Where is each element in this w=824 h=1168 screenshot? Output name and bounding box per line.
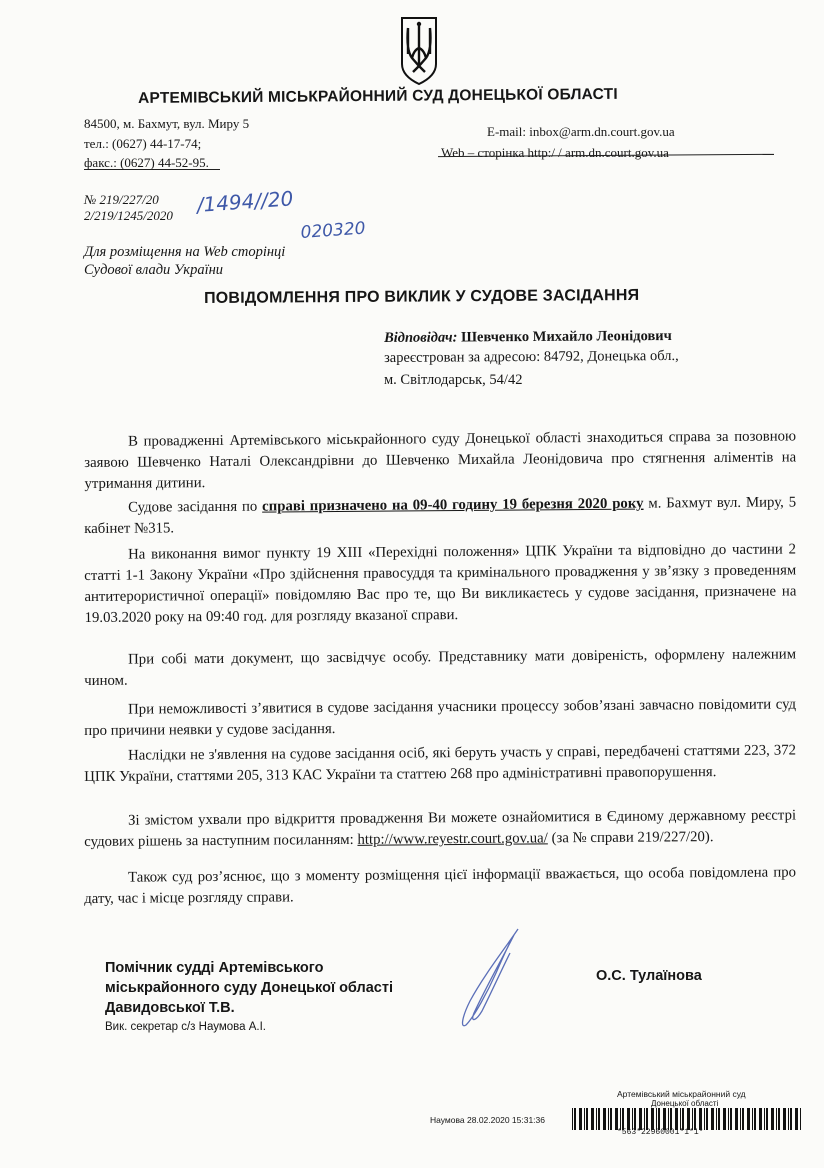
barcode-bar: [579, 1108, 582, 1130]
barcode-bar: [759, 1108, 762, 1130]
stamp-court-region: Донецької області: [651, 1099, 719, 1108]
fax-underline: [84, 169, 220, 170]
paragraph-legal-basis-text: На виконання вимог пункту 19 XIII «Перехідні положення» ЦПК України та відповідно до частини 2 статті 1-1 Закону України «Про здійснення правосуддя та кримінального провадження у зв’язку з проведенням антитерористичної операції» повідомляю Вас про те, що Ви викликаєтесь у судове засідання, призначене на 19.03.2020 року на 09:40 год. для розгляду вказаної справи.: [84, 541, 797, 626]
signer-position-line2: міськрайонного суду Донецької області: [105, 980, 393, 996]
respondent-name: Шевченко Михайло Леонідович: [461, 327, 672, 346]
barcode-bar: [651, 1108, 654, 1130]
signer-position-line3: Давидовської Т.В.: [105, 1000, 235, 1016]
paragraph-consequences: [84, 740, 796, 788]
barcode-bar: [584, 1108, 585, 1130]
barcode-bar: [704, 1108, 705, 1130]
barcode-bar: [574, 1108, 576, 1130]
barcode-bar: [634, 1108, 636, 1130]
barcode-bar: [687, 1108, 690, 1130]
barcode-bar: [646, 1108, 648, 1130]
barcode-bar: [718, 1108, 720, 1130]
trident-emblem-icon: [398, 14, 440, 86]
barcode-bar: [591, 1108, 594, 1130]
barcode-bar: [572, 1108, 573, 1130]
respondent-label: Відповідач:: [384, 329, 458, 346]
registry-case-ref: (за № справи 219/227/20).: [547, 829, 714, 847]
barcode-bar: [639, 1108, 642, 1130]
barcode-bar: [730, 1108, 732, 1130]
handwritten-number: /1494//20: [196, 186, 295, 217]
paragraph-notification: [84, 862, 796, 910]
barcode-bar: [778, 1108, 780, 1130]
respondent-address: зареєстрован за адресою: 84792, Донецька обл.,: [384, 347, 679, 366]
paragraph-documents: [84, 644, 796, 692]
barcode-bar: [596, 1108, 597, 1130]
barcode-bar: [658, 1108, 660, 1130]
court-website: Web – сторінка http:/ / arm.dn.court.gov.ua: [441, 145, 669, 160]
barcode-bar: [610, 1108, 612, 1130]
court-fax: факс.: (0627) 44-52-95.: [84, 155, 209, 170]
barcode-bar: [586, 1108, 588, 1130]
court-title: АРТЕМІВСЬКИЙ МІСЬКРАЙОННИЙ СУД ДОНЕЦЬКОЇ ОБЛАСТІ: [138, 85, 618, 107]
barcode-bar: [742, 1108, 744, 1130]
barcode-bar: [680, 1108, 681, 1130]
barcode-bar: [644, 1108, 645, 1130]
barcode-bar: [656, 1108, 657, 1130]
barcode-bar: [754, 1108, 756, 1130]
barcode-bar: [692, 1108, 693, 1130]
respondent: [384, 328, 672, 347]
barcode-number: *563*22960001*1*1*: [617, 1128, 704, 1137]
barcode-bar: [632, 1108, 633, 1130]
barcode-bar: [663, 1108, 666, 1130]
paragraph-hearing-time: [84, 492, 796, 540]
barcode-bar: [771, 1108, 774, 1130]
court-address: 84500, м. Бахмут, вул. Миру 5: [84, 116, 250, 131]
barcode-bar: [800, 1108, 801, 1130]
stamp-court-name: Артемівський міськрайонний суд: [617, 1089, 746, 1099]
paragraph-documents-text: При собі мати документ, що засвідчує особу. Представнику мати довіреність, оформлену належним чином.: [84, 646, 797, 689]
barcode-bar: [723, 1108, 726, 1130]
barcode-bar: [766, 1108, 768, 1130]
stamp-user-timestamp: Наумова 28.02.2020 15:31:36: [430, 1115, 545, 1125]
barcode-bar: [795, 1108, 798, 1130]
barcode-bar: [682, 1108, 684, 1130]
respondent-address-line2: м. Світлодарськ, 54/42: [384, 372, 523, 388]
hearing-location: м. Бахмут вул. Миру, 5 кабінет №315.: [84, 494, 797, 537]
paragraph-case-info-text: В провадженні Артемівського міськрайонного суду Донецької області знаходиться справа за позовною заявою Шевченко Наталі Олександрівни до Шевченко Михайла Леонідовича про стягнення аліментів на утримання дитини.: [84, 428, 797, 492]
paragraph-absence: [84, 694, 796, 742]
barcode-bar: [675, 1108, 678, 1130]
document-title: ПОВІДОМЛЕННЯ ПРО ВИКЛИК У СУДОВЕ ЗАСІДАННЯ: [204, 286, 640, 307]
barcode-bar: [790, 1108, 792, 1130]
barcode-bar: [622, 1108, 624, 1130]
barcode-bar: [783, 1108, 786, 1130]
signer-position: Помічник судді Артемівського: [105, 960, 324, 976]
barcode-bar: [670, 1108, 672, 1130]
barcode-bar: [788, 1108, 789, 1130]
paragraph-legal-basis: [84, 539, 797, 629]
barcode-bar: [735, 1108, 738, 1130]
barcode-bar: [620, 1108, 621, 1130]
handwritten-date: 020320: [300, 218, 367, 243]
barcode-bar: [764, 1108, 765, 1130]
barcode-bar: [694, 1108, 696, 1130]
barcode-bar: [699, 1108, 702, 1130]
case-number: 2/219/1245/2020: [84, 208, 173, 223]
barcode-bar: [668, 1108, 669, 1130]
publication-note-line2: Судової влади України: [84, 262, 224, 278]
barcode-bar: [711, 1108, 714, 1130]
barcode-bar: [598, 1108, 600, 1130]
barcode-bar: [776, 1108, 777, 1130]
barcode-bar: [747, 1108, 750, 1130]
barcode-bar: [728, 1108, 729, 1130]
barcode-bar: [752, 1108, 753, 1130]
paragraph-case-info: [84, 426, 796, 495]
barcode-bar: [740, 1108, 741, 1130]
barcode-bar: [716, 1108, 717, 1130]
handwritten-signature: [440, 925, 530, 1035]
registry-link[interactable]: http://www.reyestr.court.gov.ua/: [357, 830, 548, 848]
barcode-bar: [608, 1108, 609, 1130]
hearing-prefix: Судове засідання по: [128, 498, 263, 516]
paragraph-registry-text: Зі змістом ухвали про відкриття провадження Ви можете ознайомитися в Єдиному державному реєстрі судових рішень за наступним посиланням:: [84, 807, 797, 850]
barcode-icon: [572, 1108, 804, 1130]
barcode-bar: [615, 1108, 618, 1130]
paragraph-consequences-text: Наслідки не з'явлення на судове засідання осіб, які беруть участь у справі, передбачені статтями 223, 372 ЦПК України, статтями 205, 313 КАС України та статтею 268 про адміністративні правопорушення.: [84, 742, 797, 785]
court-phone: тел.: (0627) 44-17-74;: [84, 136, 202, 151]
barcode-bar: [627, 1108, 630, 1130]
publication-note: Для розміщення на Web сторінці: [84, 244, 286, 260]
registration-number: № 219/227/20: [84, 192, 159, 207]
paragraph-notification-text: Також суд роз’яснює, що з моменту розміщення цієї інформації вважається, що особа повідомлена про дату, час і місце розгляду справи.: [84, 864, 797, 907]
barcode-bar: [706, 1108, 708, 1130]
executor-note: Вик. секретар с/з Наумова А.І.: [105, 1021, 266, 1033]
court-email: E-mail: inbox@arm.dn.court.gov.ua: [487, 124, 675, 139]
paragraph-registry: [84, 805, 796, 853]
paragraph-absence-text: При неможливості з’явитися в судове засідання учасники процессу зобов’язані завчасно повідомити суд про причини неявки у судове засідання.: [84, 696, 797, 739]
barcode-bar: [603, 1108, 606, 1130]
signer-name: О.С. Тулаїнова: [596, 968, 702, 984]
hearing-datetime: справі призначено на 09-40 годину 19 березня 2020 року: [262, 495, 644, 515]
